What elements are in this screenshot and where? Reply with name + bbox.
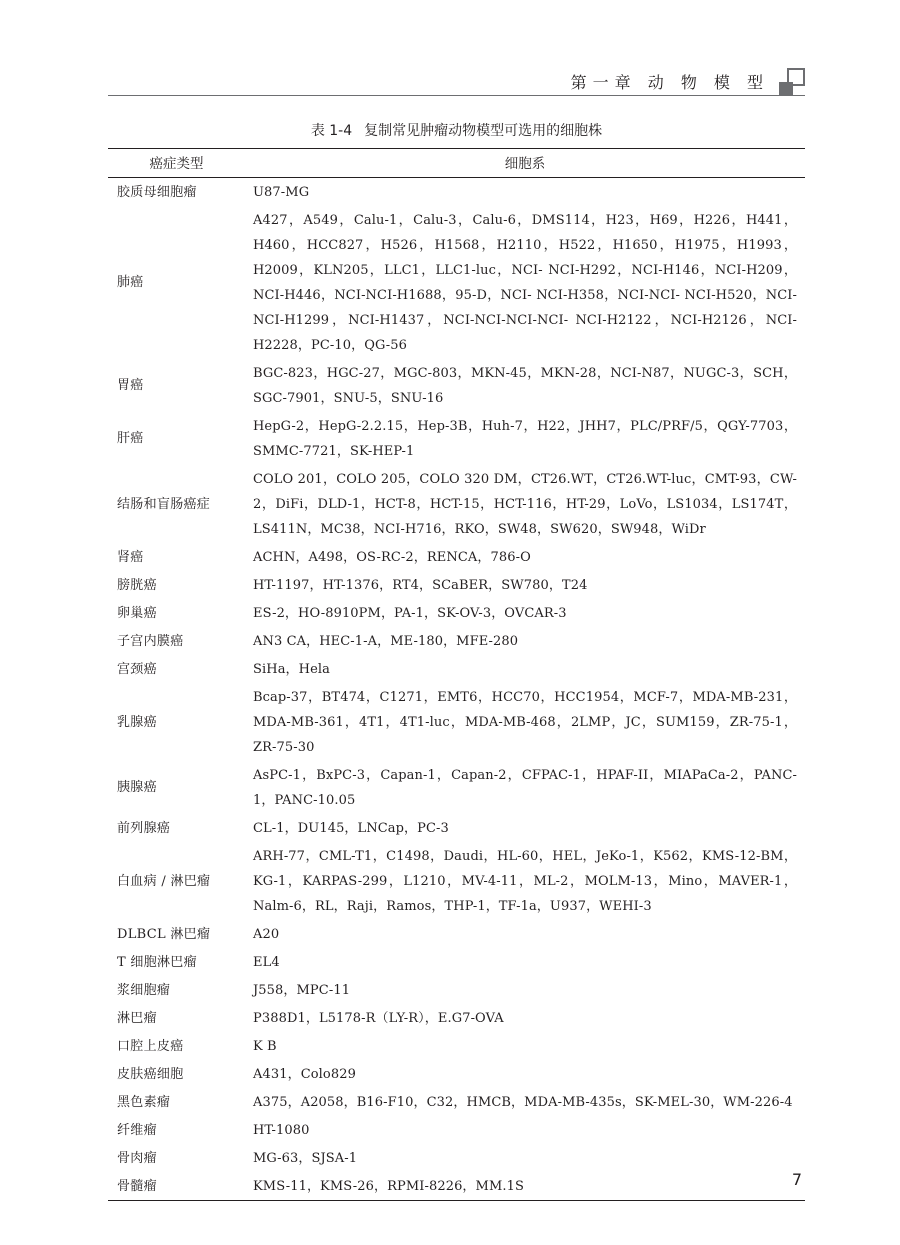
cell-line-table [108, 148, 805, 1201]
cell-lines-cell: HepG-2，HepG-2.2.15，Hep-3B，Huh-7，H22，JHH7，PLC/PRF/5，QGY-7703，SMMC-7721，SK-HEP-1 [253, 418, 797, 459]
corner-squares-icon [779, 68, 805, 96]
table-row [108, 206, 805, 359]
cancer-type-cell: 白血病 / 淋巴瘤 [117, 873, 211, 889]
cancer-type-cell: 胶质母细胞瘤 [117, 184, 197, 200]
cancer-type-cell: 前列腺癌 [117, 820, 171, 836]
table-row [108, 412, 805, 465]
table-row [108, 178, 805, 207]
cancer-type-cell: 乳腺癌 [117, 714, 157, 730]
page-number: 7 [791, 1170, 802, 1189]
table-caption [108, 120, 805, 140]
cancer-type-cell: 纤维瘤 [117, 1122, 157, 1138]
table-row [108, 627, 805, 655]
cell-lines-cell: ACHN，A498，OS-RC-2，RENCA，786-O [253, 549, 531, 565]
table-row [108, 465, 805, 543]
table-row [108, 359, 805, 412]
table-row [108, 683, 805, 761]
cancer-type-cell: 膀胱癌 [117, 577, 157, 593]
cancer-type-cell: 骨髓瘤 [108, 1172, 245, 1201]
table-number: 表 1-4 [310, 123, 353, 139]
running-header [108, 66, 805, 96]
table-header-row [108, 149, 805, 178]
column-header-cell-lines: 细胞系 [245, 149, 805, 178]
table-row [108, 655, 805, 683]
cancer-type-cell: 结肠和盲肠癌症 [117, 496, 211, 512]
cell-lines-cell: EL4 [253, 954, 280, 970]
cell-lines-cell: AsPC-1，BxPC-3，Capan-1，Capan-2，CFPAC-1，HPAF-II，MIAPaCa-2，PANC-1，PANC-10.05 [253, 767, 797, 808]
table-row [108, 1172, 805, 1201]
table-row [108, 842, 805, 920]
cell-lines-cell: A427，A549，Calu-1，Calu-3，Calu-6，DMS114，H23，H69，H226，H441，H460，HCC827，H526，H1568，H2110，H522，H1650，H1975，H1993，H2009，KLN205，LLC1，LLC1-luc，NCI- NCI-H292，NCI-H146，NCI-H209，NCI-H446，NCI-NCI-H1688，95-D，NCI- NCI-H358，NCI-NCI- NCI-H520，NCI-NCI-H1299，NCI-H1437，NCI-NCI-NCI-NCI- NCI-H2122，NCI-H2126，NCI-H2228，PC-10，QG-56 [253, 212, 797, 353]
cell-lines-cell: BGC-823，HGC-27，MGC-803，MKN-45，MKN-28，NCI-N87，NUGC-3，SCH，SGC-7901，SNU-5，SNU-16 [253, 365, 797, 406]
cancer-type-cell: 淋巴瘤 [117, 1010, 157, 1026]
cancer-type-cell: 肾癌 [117, 549, 144, 565]
column-header-cancer-type: 癌症类型 [108, 149, 245, 178]
cancer-type-cell: 骨肉瘤 [117, 1150, 157, 1166]
cancer-type-cell: 卵巢癌 [117, 605, 157, 621]
cell-lines-cell: SiHa，Hela [253, 661, 330, 677]
cancer-type-cell: 胃癌 [117, 378, 144, 393]
cancer-type-cell: 胰腺癌 [117, 780, 157, 795]
table-row [108, 543, 805, 571]
table-row [108, 1088, 805, 1116]
table-row [108, 761, 805, 814]
cancer-type-cell: 皮肤癌细胞 [117, 1066, 184, 1082]
cell-lines-cell: A431，Colo829 [253, 1066, 356, 1082]
cell-lines-cell: HT-1080 [253, 1122, 310, 1138]
chapter-title: 第一章 动 物 模 型 [570, 73, 769, 92]
cell-lines-cell: MG-63，SJSA-1 [253, 1150, 358, 1166]
cell-lines-cell: Bcap-37，BT474，C1271，EMT6，HCC70，HCC1954，MCF-7，MDA-MB-231，MDA-MB-361，4T1，4T1-luc，MDA-MB-468，2LMP，JC，SUM159，ZR-75-1，ZR-75-30 [253, 689, 797, 755]
cell-lines-cell: P388D1，L5178-R（LY-R），E.G7-OVA [253, 1010, 504, 1026]
table-row [108, 1060, 805, 1088]
cell-lines-cell: A375，A2058，B16-F10，C32，HMCB，MDA-MB-435s，SK-MEL-30，WM-226-4 [253, 1094, 793, 1110]
cell-lines-cell: K B [253, 1038, 277, 1054]
table-row [108, 1032, 805, 1060]
table-row [108, 814, 805, 842]
cancer-type-cell: 宫颈癌 [117, 661, 157, 677]
table-title: 复制常见肿瘤动物模型可选用的细胞株 [364, 123, 603, 139]
cell-lines-cell: ES-2，HO-8910PM，PA-1，SK-OV-3，OVCAR-3 [253, 605, 567, 621]
table-row [108, 1144, 805, 1172]
table-row [108, 599, 805, 627]
cell-lines-cell: HT-1197，HT-1376，RT4，SCaBER，SW780，T24 [253, 577, 588, 593]
cell-lines-cell: J558，MPC-11 [253, 982, 351, 998]
table-row [108, 1116, 805, 1144]
cell-lines-cell: CL-1，DU145，LNCap，PC-3 [253, 820, 449, 836]
cell-lines-cell: AN3 CA，HEC-1-A，ME-180，MFE-280 [253, 633, 519, 649]
cancer-type-cell: 浆细胞瘤 [117, 982, 171, 998]
cell-lines-cell: ARH-77，CML-T1，C1498，Daudi，HL-60，HEL，JeKo-1，K562，KMS-12-BM，KG-1，KARPAS-299，L1210，MV-4-11，ML-2，MOLM-13，Mino，MAVER-1，Nalm-6，RL，Raji，Ramos，THP-1，TF-1a，U937，WEHI-3 [253, 848, 797, 914]
cancer-type-cell: 口腔上皮癌 [117, 1038, 184, 1054]
cell-lines-cell: A20 [253, 926, 280, 942]
header-rule [108, 95, 805, 96]
table-row [108, 571, 805, 599]
cancer-type-cell: 肝癌 [117, 431, 144, 446]
cell-lines-cell: COLO 201，COLO 205，COLO 320 DM，CT26.WT，CT26.WT-luc，CMT-93，CW-2，DiFi，DLD-1，HCT-8，HCT-15，HCT-116，HT-29，LoVo，LS1034，LS174T，LS411N，MC38，NCI-H716，RKO，SW48，SW620，SW948，WiDr [253, 471, 797, 537]
cancer-type-cell: 子宫内膜癌 [117, 633, 184, 649]
table-row [108, 948, 805, 976]
cell-lines-cell: KMS-11，KMS-26，RPMI-8226，MM.1S [245, 1172, 805, 1201]
cancer-type-cell: 黑色素瘤 [117, 1094, 171, 1110]
table-row [108, 976, 805, 1004]
cancer-type-cell: DLBCL 淋巴瘤 [117, 926, 211, 942]
cancer-type-cell: 肺癌 [117, 275, 144, 290]
cancer-type-cell: T 细胞淋巴瘤 [117, 954, 197, 970]
table-row [108, 920, 805, 948]
cell-lines-cell: U87-MG [253, 184, 310, 200]
table-row [108, 1004, 805, 1032]
